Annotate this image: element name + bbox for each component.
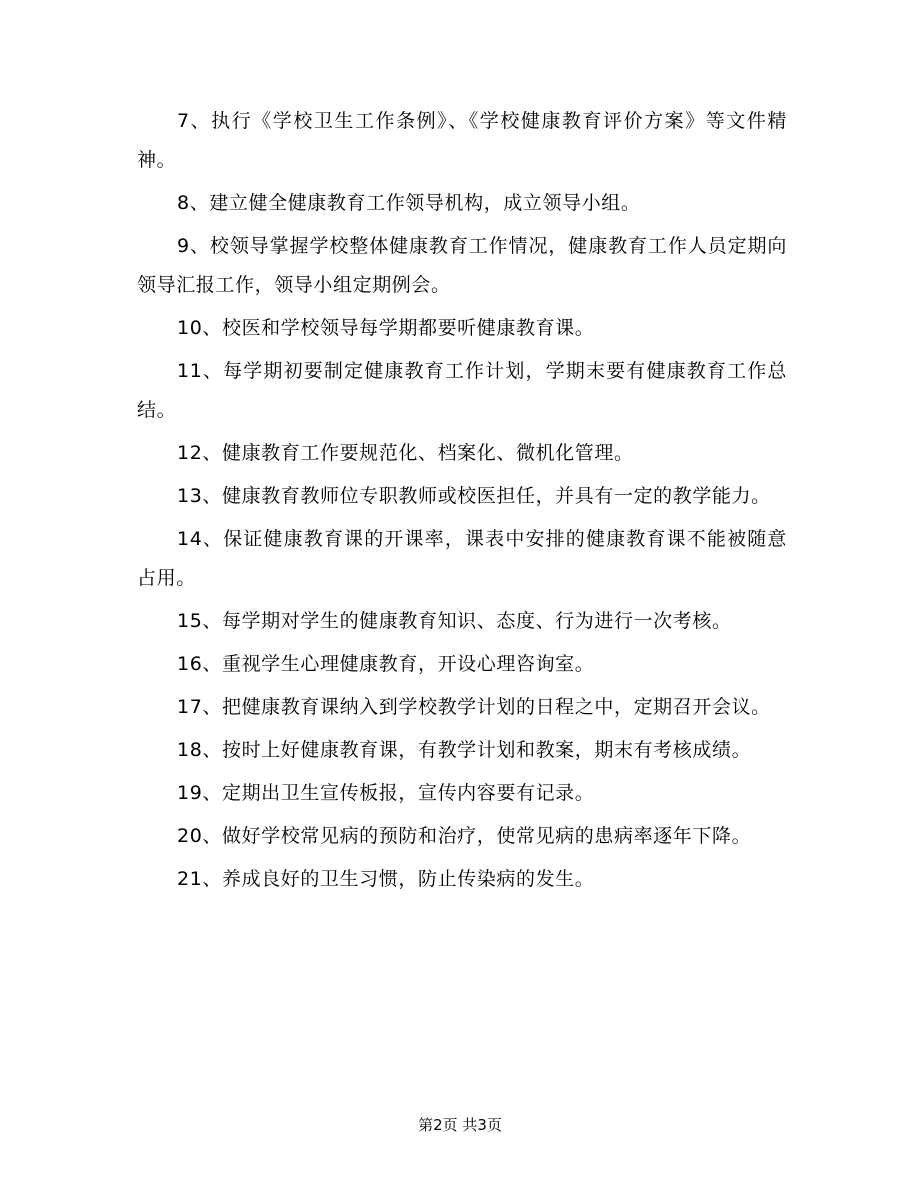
paragraph-11: 11、每学期初要制定健康教育工作计划，学期末要有健康教育工作总结。 bbox=[137, 360, 787, 421]
document-body bbox=[137, 102, 787, 903]
paragraph-19: 19、定期出卫生宣传板报，宣传内容要有记录。 bbox=[177, 782, 595, 804]
paragraph-10: 10、校医和学校领导每学期都要听健康教育课。 bbox=[177, 317, 595, 339]
paragraph-12: 12、健康教育工作要规范化、档案化、微机化管理。 bbox=[177, 442, 634, 464]
paragraph-14: 14、保证健康教育课的开课率，课表中安排的健康教育课不能被随意占用。 bbox=[137, 528, 787, 589]
paragraph-8: 8、建立健全健康教育工作领导机构，成立领导小组。 bbox=[177, 192, 641, 214]
paragraph-18: 18、按时上好健康教育课，有教学计划和教案，期末有考核成绩。 bbox=[177, 739, 752, 761]
paragraph-13: 13、健康教育教师位专职教师或校医担任，并具有一定的教学能力。 bbox=[177, 485, 771, 507]
paragraph-21: 21、养成良好的卫生习惯，防止传染病的发生。 bbox=[177, 868, 595, 890]
paragraph-20: 20、做好学校常见病的预防和治疗，使常见病的患病率逐年下降。 bbox=[177, 825, 752, 847]
paragraph-17: 17、把健康教育课纳入到学校教学计划的日程之中，定期召开会议。 bbox=[177, 696, 771, 718]
paragraph-9: 9、校领导掌握学校整体健康教育工作情况，健康教育工作人员定期向领导汇报工作，领导小组定期例会。 bbox=[137, 235, 787, 296]
paragraph-15: 15、每学期对学生的健康教育知识、态度、行为进行一次考核。 bbox=[177, 610, 732, 632]
page-number-footer: 第2页 共3页 bbox=[418, 1116, 502, 1134]
paragraph-7: 7、执行《学校卫生工作条例》、《学校健康教育评价方案》等文件精神。 bbox=[137, 110, 787, 171]
paragraph-16: 16、重视学生心理健康教育，开设心理咨询室。 bbox=[177, 653, 595, 675]
